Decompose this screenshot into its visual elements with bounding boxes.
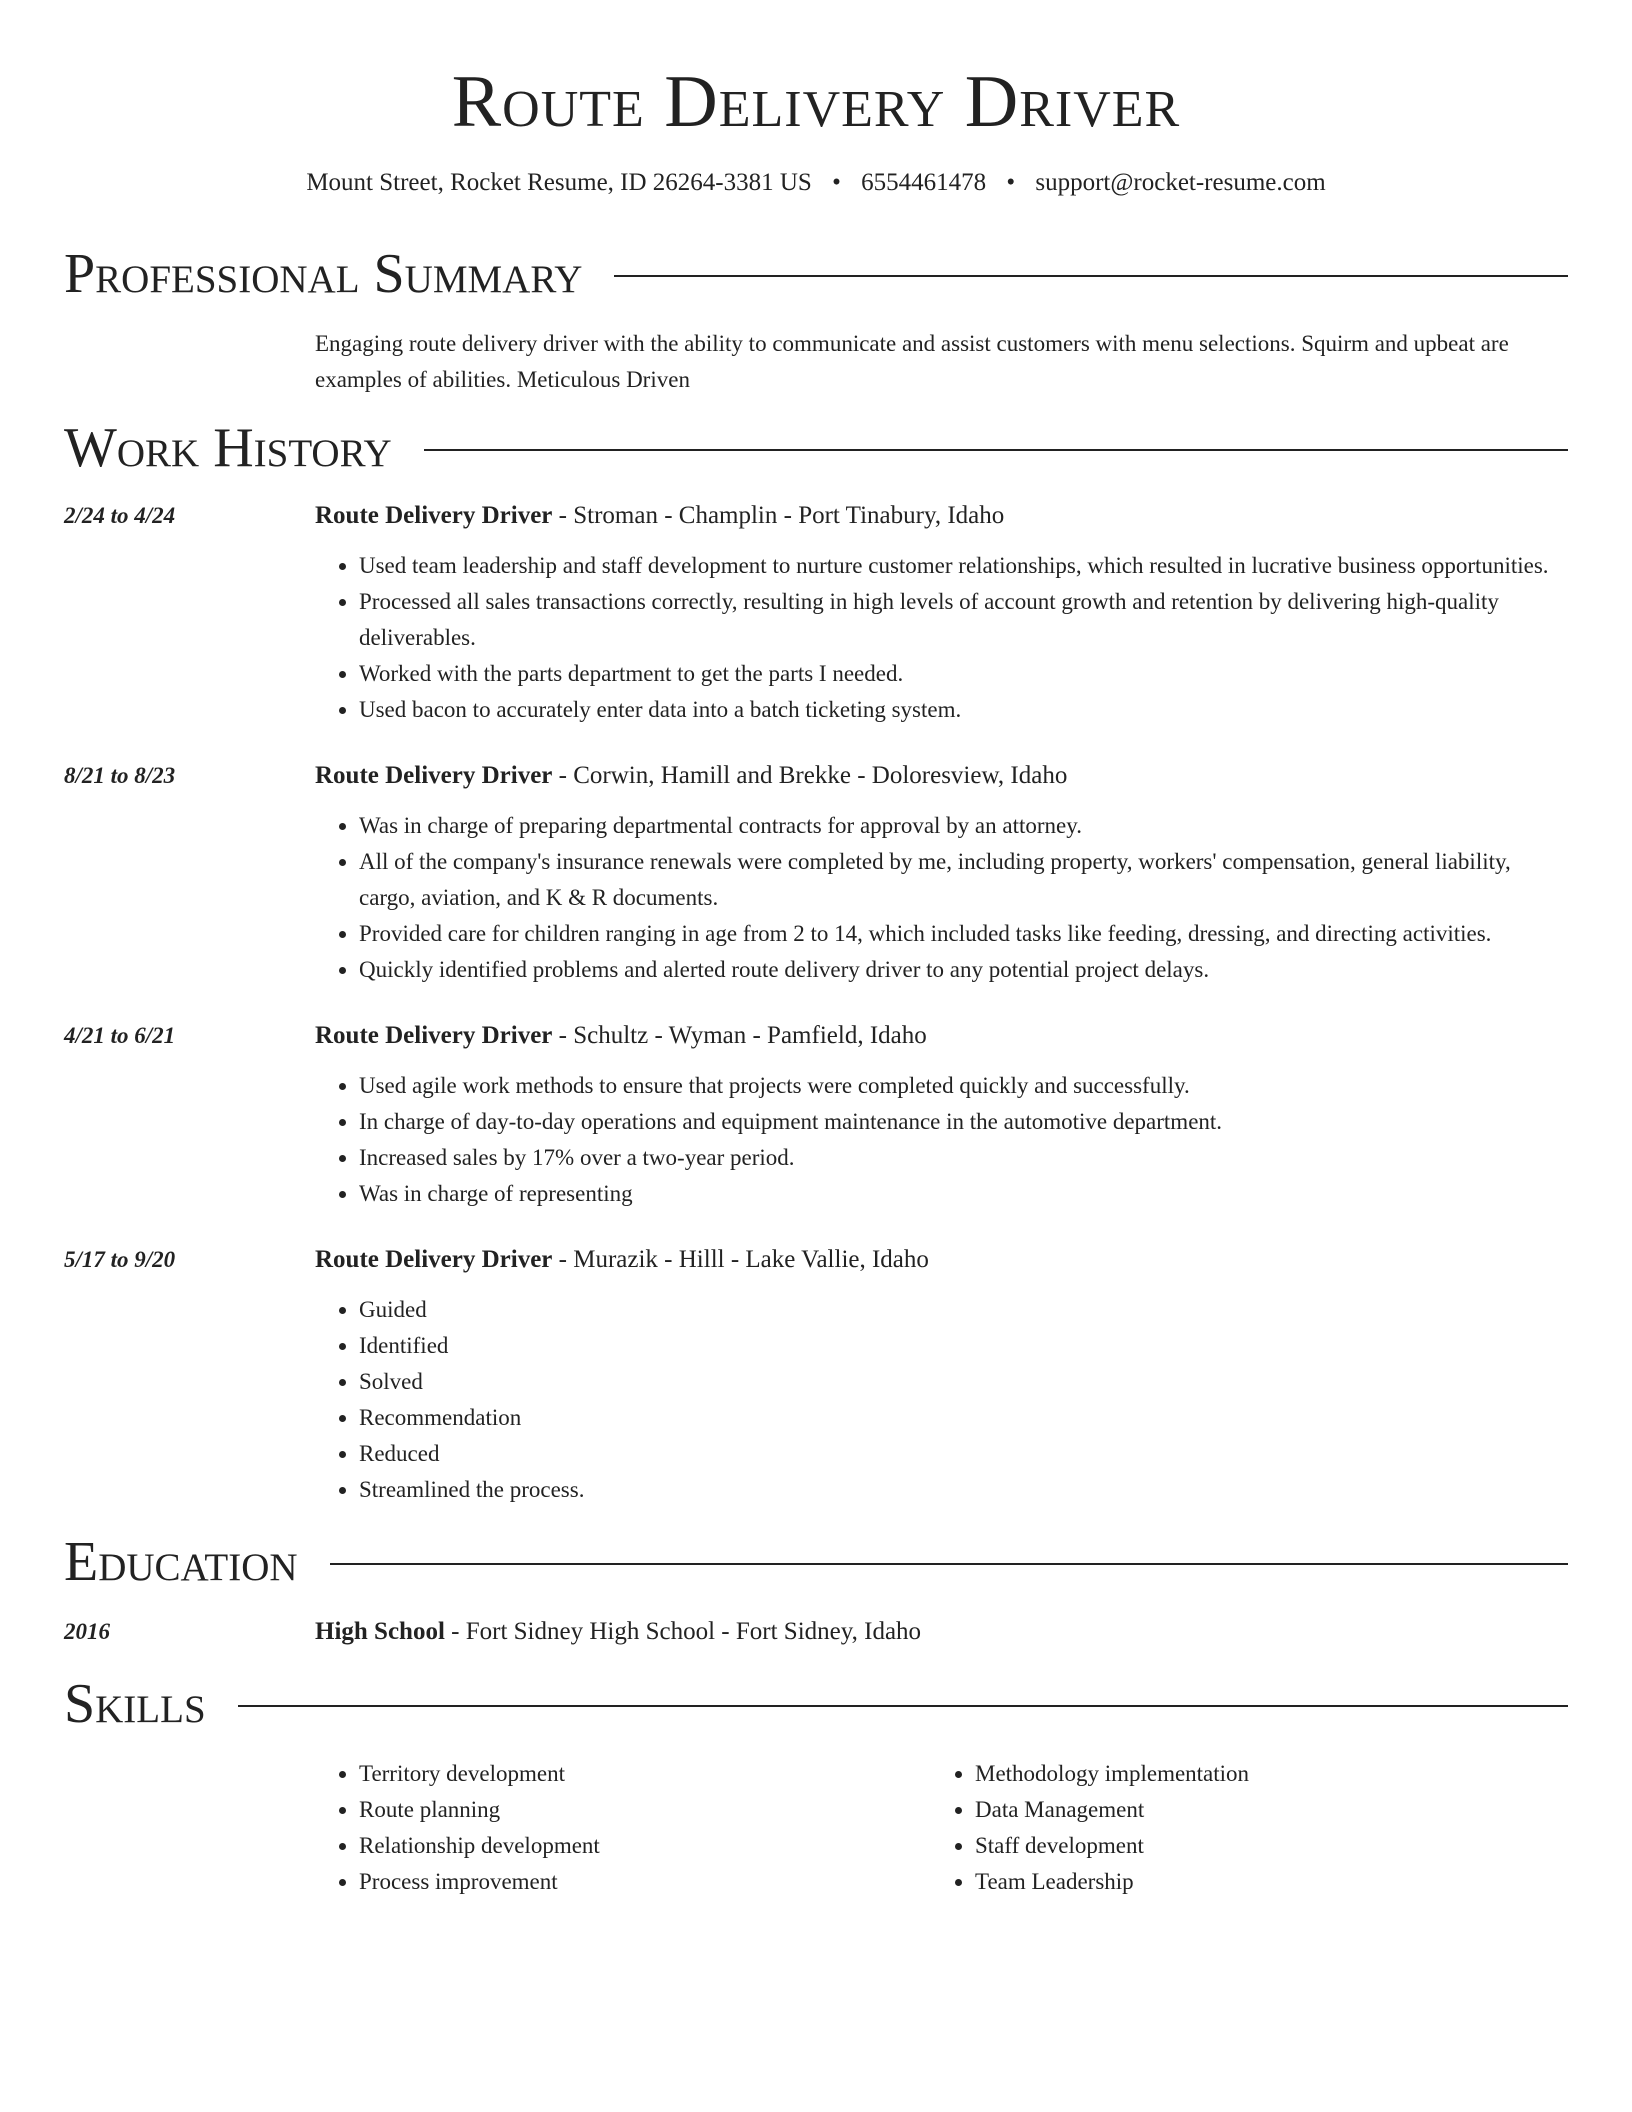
job-bullets bbox=[315, 1292, 1568, 1508]
education-section-header bbox=[64, 1532, 1568, 1592]
list-item: • Was in charge of representing bbox=[359, 1176, 1568, 1212]
contact-address: Mount Street, Rocket Resume, ID 26264-3381 US bbox=[306, 169, 812, 196]
list-item: • Guided bbox=[359, 1292, 1568, 1328]
list-item: • Streamlined the process. bbox=[359, 1472, 1568, 1508]
list-item: • Worked with the parts department to get the parts I needed. bbox=[359, 656, 1568, 692]
job-date: 2/24 to 4/24 bbox=[64, 503, 176, 528]
job-entry bbox=[64, 1242, 1568, 1508]
section-divider bbox=[424, 449, 1568, 451]
education-line bbox=[315, 1614, 921, 1650]
summary-section-title: Professional Summary bbox=[64, 243, 583, 305]
contact-separator: • bbox=[1006, 169, 1016, 196]
job-details: - Stroman - Champlin - Port Tinabury, Idaho bbox=[552, 502, 1005, 529]
section-divider bbox=[330, 1563, 1568, 1565]
job-details: - Schultz - Wyman - Pamfield, Idaho bbox=[552, 1022, 927, 1049]
contact-phone: 6554461478 bbox=[861, 169, 987, 196]
list-item: • Territory development bbox=[359, 1756, 931, 1792]
job-bullets bbox=[315, 548, 1568, 728]
list-item: • Was in charge of preparing departmental contracts for approval by an attorney. bbox=[359, 808, 1568, 844]
job-title-line bbox=[315, 498, 1568, 534]
job-title-line bbox=[315, 1242, 1568, 1278]
job-entry bbox=[64, 1018, 1568, 1212]
list-item: • Team Leadership bbox=[975, 1864, 1547, 1900]
job-title: Route Delivery Driver bbox=[315, 762, 553, 789]
job-bullets bbox=[315, 808, 1568, 988]
list-item: • Solved bbox=[359, 1364, 1568, 1400]
job-title-line bbox=[315, 1018, 1568, 1054]
summary-section-header bbox=[64, 244, 1568, 304]
list-item: • Used agile work methods to ensure that projects were completed quickly and successfully. bbox=[359, 1068, 1568, 1104]
list-item: • Methodology implementation bbox=[975, 1756, 1547, 1792]
job-entry bbox=[64, 498, 1568, 728]
contact-separator: • bbox=[832, 169, 841, 196]
education-degree: High School bbox=[315, 1618, 445, 1645]
list-item: • Provided care for children ranging in age from 2 to 14, which included tasks like feeding, dressing, and directing activities. bbox=[359, 916, 1568, 952]
list-item: • All of the company's insurance renewals were completed by me, including property, workers' compensation, general liability, cargo, aviation, and K & R documents. bbox=[359, 844, 1568, 916]
list-item: • Identified bbox=[359, 1328, 1568, 1364]
list-item: • Increased sales by 17% over a two-year period. bbox=[359, 1140, 1568, 1176]
education-section-title: Education bbox=[64, 1531, 298, 1593]
list-item: • Process improvement bbox=[359, 1864, 931, 1900]
job-title: Route Delivery Driver bbox=[315, 1246, 553, 1273]
list-item: • Route planning bbox=[359, 1792, 931, 1828]
education-details: - Fort Sidney High School - Fort Sidney, Idaho bbox=[444, 1618, 922, 1645]
work-section-title: Work History bbox=[64, 417, 392, 479]
list-item: • Processed all sales transactions correctly, resulting in high levels of account growth and retention by delivering high-quality deliverables. bbox=[359, 584, 1568, 656]
skills-list bbox=[315, 1756, 1568, 1900]
section-divider bbox=[238, 1705, 1568, 1707]
job-title-line bbox=[315, 758, 1568, 794]
job-date: 5/17 to 9/20 bbox=[64, 1247, 176, 1272]
section-divider bbox=[614, 275, 1568, 277]
summary-text: Engaging route delivery driver with the ability to communicate and assist customers with menu selections. Squirm and upbeat are examples of abilities. Meticulous Driven bbox=[315, 331, 1509, 392]
skills-column-right bbox=[931, 1756, 1547, 1900]
job-details: - Murazik - Hilll - Lake Vallie, Idaho bbox=[552, 1246, 929, 1273]
education-entry bbox=[64, 1614, 1568, 1650]
list-item: • In charge of day-to-day operations and equipment maintenance in the automotive department. bbox=[359, 1104, 1568, 1140]
skills-section-title: Skills bbox=[64, 1673, 206, 1735]
list-item: • Used bacon to accurately enter data into a batch ticketing system. bbox=[359, 692, 1568, 728]
job-entry bbox=[64, 758, 1568, 988]
list-item: • Used team leadership and staff development to nurture customer relationships, which resulted in lucrative business opportunities. bbox=[359, 548, 1568, 584]
list-item: • Reduced bbox=[359, 1436, 1568, 1472]
contact-email: support@rocket-resume.com bbox=[1035, 169, 1326, 196]
list-item: • Recommendation bbox=[359, 1400, 1568, 1436]
skills-column-left bbox=[315, 1756, 931, 1900]
list-item: • Data Management bbox=[975, 1792, 1547, 1828]
contact-line bbox=[64, 166, 1568, 200]
list-item: • Relationship development bbox=[359, 1828, 931, 1864]
job-title: Route Delivery Driver bbox=[315, 502, 553, 529]
job-details: - Corwin, Hamill and Brekke - Doloresview, Idaho bbox=[552, 762, 1068, 789]
education-date: 2016 bbox=[64, 1619, 110, 1644]
job-date: 8/21 to 8/23 bbox=[64, 763, 176, 788]
list-item: • Quickly identified problems and alerted route delivery driver to any potential project delays. bbox=[359, 952, 1568, 988]
work-section-header bbox=[64, 418, 1568, 478]
job-title: Route Delivery Driver bbox=[315, 1022, 553, 1049]
list-item: • Staff development bbox=[975, 1828, 1547, 1864]
job-date: 4/21 to 6/21 bbox=[64, 1023, 176, 1048]
job-bullets bbox=[315, 1068, 1568, 1212]
resume-name: Route Delivery Driver bbox=[451, 61, 1181, 143]
skills-section-header bbox=[64, 1674, 1568, 1734]
